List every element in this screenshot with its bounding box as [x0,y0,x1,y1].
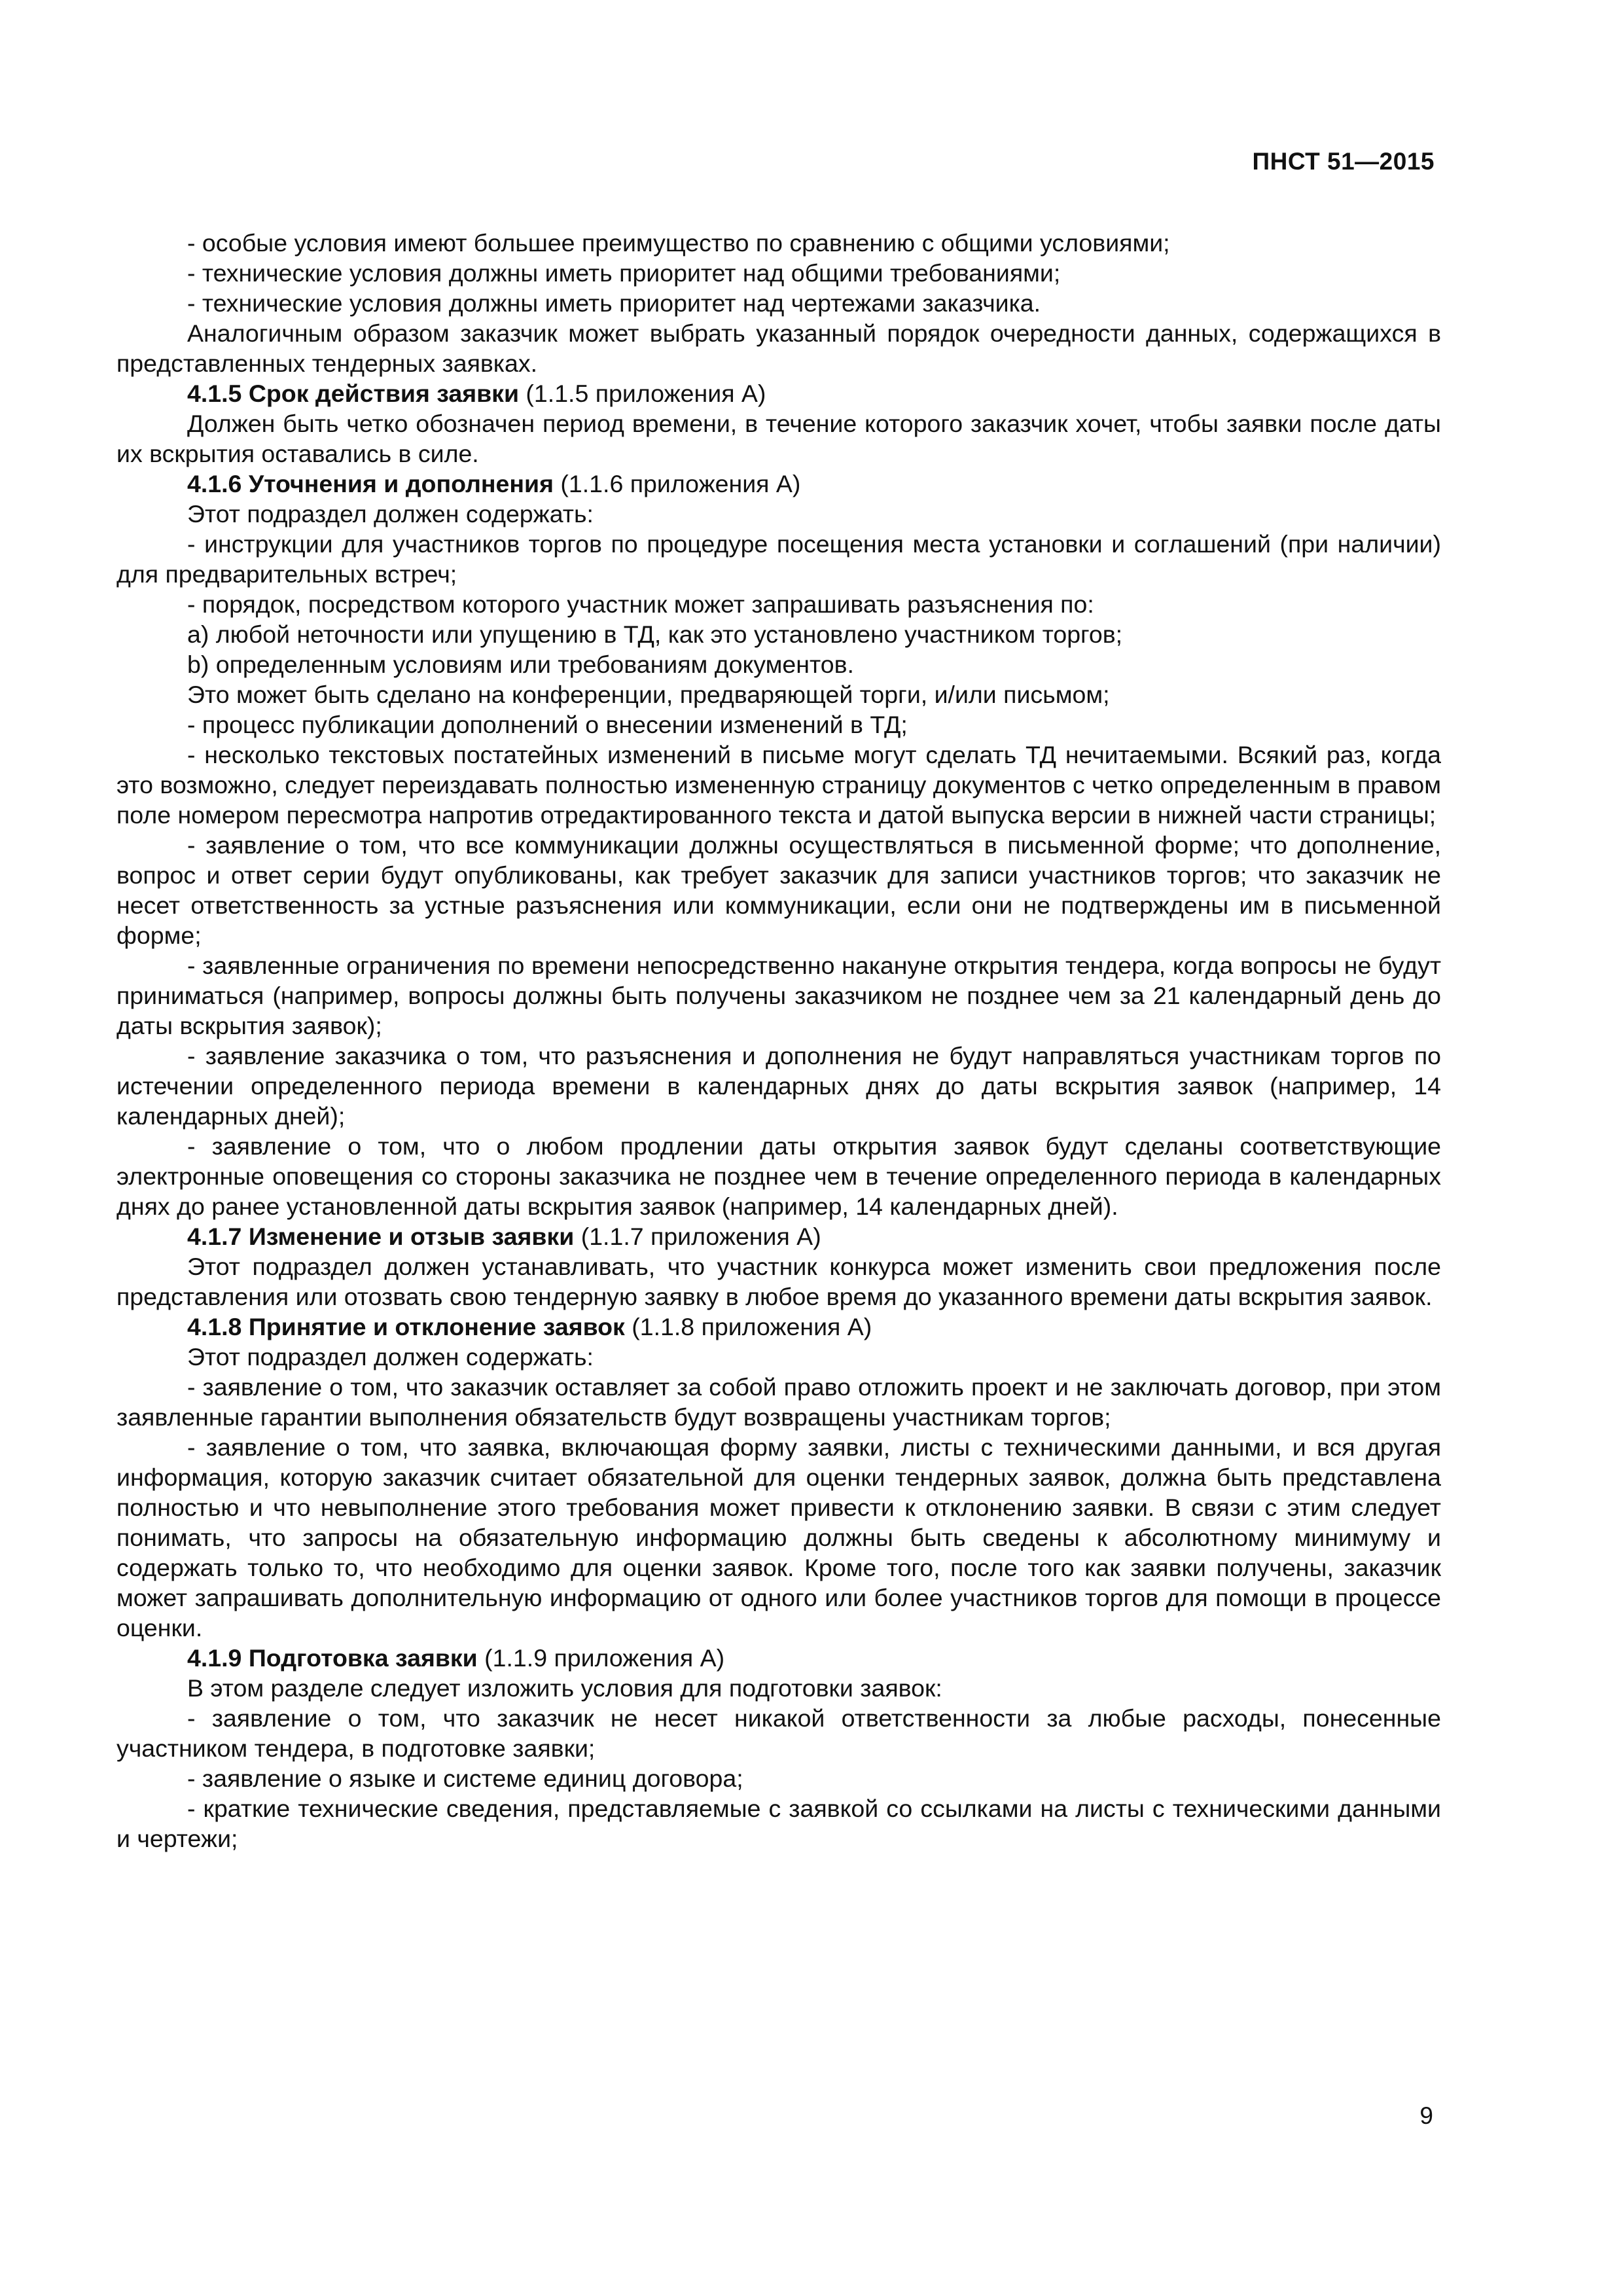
section-reference: (1.1.8 приложения А) [624,1313,872,1340]
paragraph: a) любой неточности или упущению в ТД, как это установлено участником торгов; [187,620,1123,648]
section-title: 4.1.6 Уточнения и дополнения [187,470,554,497]
paragraph: - заявление о языке и системе единиц договора; [187,1765,743,1792]
section-title: 4.1.5 Срок действия заявки [187,380,520,407]
section-reference: (1.1.9 приложения А) [477,1644,725,1672]
section-reference: (1.1.5 приложения А) [519,380,766,407]
paragraph: - краткие технические сведения, представляемые с заявкой со ссылками на листы с техническими данными и чертежи; [116,1795,1441,1852]
section-heading-4-1-9 [116,1643,1441,1673]
section-title: 4.1.8 Принятие и отклонение заявок [187,1313,625,1340]
paragraph: - особые условия имеют большее преимущество по сравнению с общими условиями; [187,229,1170,257]
paragraph: - инструкции для участников торгов по процедуре посещения места установки и соглашений (при наличии) для предварительных встреч; [116,530,1441,588]
paragraph: Должен быть четко обозначен период времени, в течение которого заказчик хочет, чтобы заявки после даты их вскрытия оставались в силе. [116,410,1441,467]
paragraph: - процесс публикации дополнений о внесении изменений в ТД; [187,711,908,738]
document-code-header: ПНСТ 51—2015 [1252,148,1435,175]
paragraph: - заявление о том, что заказчик не несет никакой ответственности за любые расходы, понесенные участником тендера, в подготовке заявки; [116,1704,1441,1762]
paragraph: - технические условия должны иметь приоритет над общими требованиями; [187,259,1061,287]
paragraph: Аналогичным образом заказчик может выбрать указанный порядок очередности данных, содержащихся в представленных тендерных заявках. [116,319,1441,377]
section-heading-4-1-6 [116,469,1441,499]
section-reference: (1.1.7 приложения А) [574,1223,821,1250]
paragraph: - заявленные ограничения по времени непосредственно накануне открытия тендера, когда вопросы не будут приниматься (например, вопросы должны быть получены заказчиком не позднее чем за 21 календарный день до даты вскрытия заявок); [116,952,1441,1039]
paragraph: Этот подраздел должен содержать: [187,500,594,528]
section-heading-4-1-7 [116,1221,1441,1251]
paragraph: Этот подраздел должен содержать: [187,1343,594,1371]
paragraph: - технические условия должны иметь приоритет над чертежами заказчика. [187,289,1041,317]
paragraph: - заявление о том, что о любом продлении даты открытия заявок будут сделаны соответствующие электронные оповещения со стороны заказчика не позднее чем в течение определенного периода в календарных днях до ранее установленной даты вскрытия заявок (например, 14 календарных дней). [116,1132,1441,1220]
section-heading-4-1-8 [116,1312,1441,1342]
paragraph: - порядок, посредством которого участник может запрашивать разъяснения по: [187,590,1094,618]
section-reference: (1.1.6 приложения А) [554,470,801,497]
paragraph: - несколько текстовых постатейных изменений в письме могут сделать ТД нечитаемыми. Всякий раз, когда это возможно, следует переиздавать полностью измененную страницу документов с четко определенным в правом поле номером пересмотра напротив отредактированного текста и датой выпуска версии в нижней части страницы; [116,741,1441,829]
section-title: 4.1.7 Изменение и отзыв заявки [187,1223,575,1250]
paragraph: - заявление о том, что заказчик оставляет за собой право отложить проект и не заключать договор, при этом заявленные гарантии выполнения обязательств будут возвращены участникам торгов; [116,1373,1441,1431]
page-number: 9 [1419,2102,1433,2129]
paragraph: Этот подраздел должен устанавливать, что участник конкурса может изменить свои предложения после представления или отозвать свою тендерную заявку в любое время до указанного времени даты вскрытия заявок. [116,1253,1441,1310]
paragraph: b) определенным условиям или требованиям документов. [187,651,854,678]
paragraph: - заявление о том, что заявка, включающая форму заявки, листы с техническими данными, и вся другая информация, которую заказчик считает обязательной для оценки тендерных заявок, должна быть представлена полностью и что невыполнение этого требования может привести к отклонению заявки. В связи с этим следует понимать, что запросы на обязательную информацию должны быть сведены к абсолютному минимуму и содержать только то, что необходимо для оценки заявок. Кроме того, после того как заявки получены, заказчик может запрашивать дополнительную информацию от одного или более участников торгов для помощи в процессе оценки. [116,1433,1441,1641]
paragraph: Это может быть сделано на конференции, предваряющей торги, и/или письмом; [187,681,1110,708]
paragraph: В этом разделе следует изложить условия для подготовки заявок: [187,1674,942,1702]
section-heading-4-1-5 [116,378,1441,408]
paragraph: - заявление заказчика о том, что разъяснения и дополнения не будут направляться участникам торгов по истечении определенного периода времени в календарных днях до даты вскрытия заявок (например, 14 календарных дней); [116,1042,1441,1130]
paragraph: - заявление о том, что все коммуникации должны осуществляться в письменной форме; что дополнение, вопрос и ответ серии будут опубликованы, как требует заказчик для записи участников торгов; что заказчик не несет ответственность за устные разъяснения или коммуникации, если они не подтверждены им в письменной форме; [116,831,1441,949]
document-body [116,228,1441,1854]
section-title: 4.1.9 Подготовка заявки [187,1644,478,1672]
